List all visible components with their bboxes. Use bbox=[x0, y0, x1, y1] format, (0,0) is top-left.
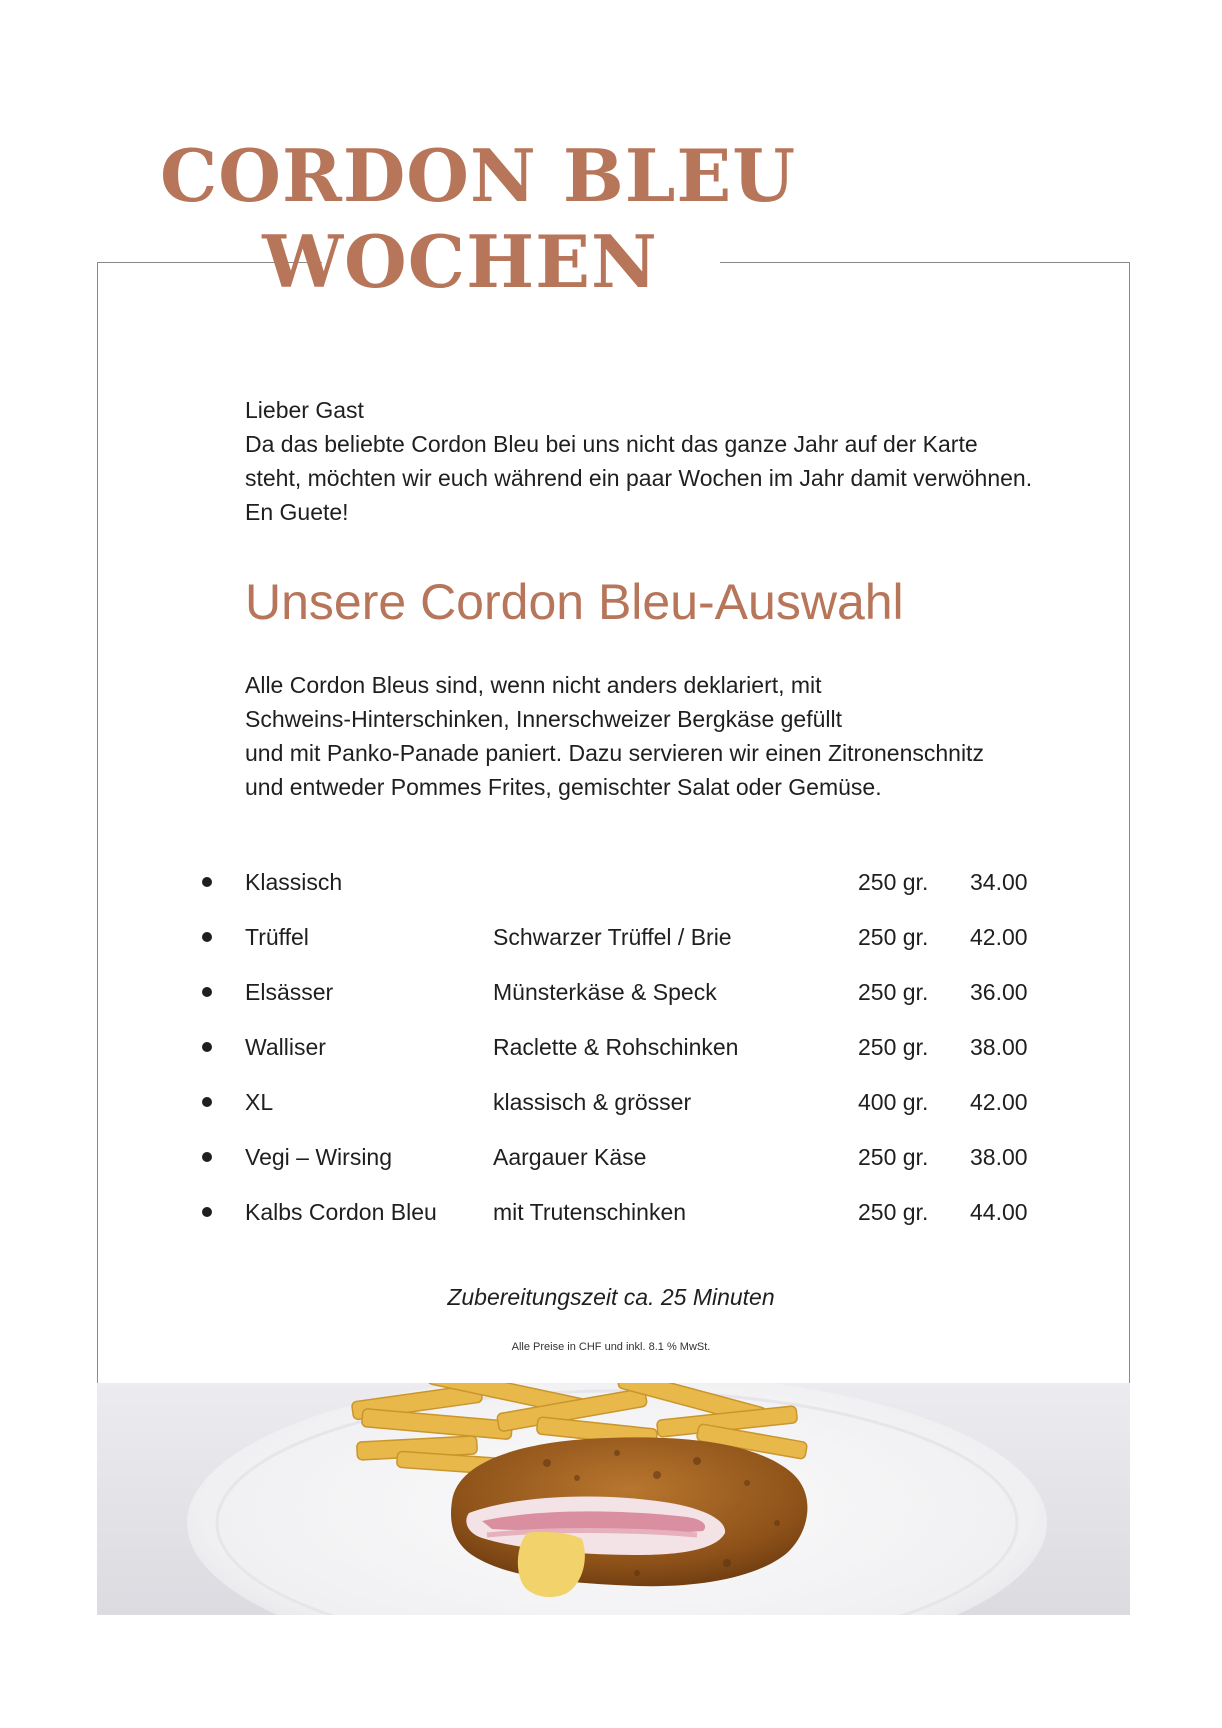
item-price: 44.00 bbox=[970, 1199, 1028, 1225]
item-weight: 400 gr. bbox=[858, 1089, 929, 1115]
greeting: Lieber Gast bbox=[245, 397, 364, 423]
item-weight: 250 gr. bbox=[858, 869, 929, 895]
item-detail: mit Trutenschinken bbox=[493, 1199, 687, 1225]
description-line: Alle Cordon Bleus sind, wenn nicht anders deklariert, mit bbox=[245, 672, 822, 698]
item-detail: Raclette & Rohschinken bbox=[493, 1034, 739, 1060]
bullet-icon bbox=[202, 1207, 212, 1217]
item-detail: Schwarzer Trüffel / Brie bbox=[493, 924, 732, 950]
bullet-icon bbox=[202, 877, 212, 887]
item-detail: Aargauer Käse bbox=[493, 1144, 647, 1170]
item-price: 36.00 bbox=[970, 979, 1028, 1005]
item-weight: 250 gr. bbox=[858, 1199, 929, 1225]
section-description bbox=[245, 668, 1125, 804]
menu-item bbox=[0, 1082, 1222, 1122]
intro-text bbox=[245, 393, 1125, 529]
item-price: 34.00 bbox=[970, 869, 1028, 895]
bullet-icon bbox=[202, 932, 212, 942]
bullet-icon bbox=[202, 1042, 212, 1052]
vat-note: Alle Preise in CHF und inkl. 8.1 % MwSt. bbox=[511, 1341, 711, 1353]
item-name: Vegi – Wirsing bbox=[245, 1144, 393, 1170]
description-line: Schweins-Hinterschinken, Innerschweizer Bergkäse gefüllt bbox=[245, 706, 843, 732]
section-title: Unsere Cordon Bleu-Auswahl bbox=[245, 574, 904, 630]
item-weight: 250 gr. bbox=[858, 979, 929, 1005]
description-line: und entweder Pommes Frites, gemischter Salat oder Gemüse. bbox=[245, 774, 882, 800]
page-title-line1: CORDON BLEU bbox=[160, 133, 797, 218]
prep-time: Zubereitungszeit ca. 25 Minuten bbox=[447, 1284, 775, 1310]
menu-item bbox=[0, 917, 1222, 957]
item-price: 38.00 bbox=[970, 1144, 1028, 1170]
bullet-icon bbox=[202, 1097, 212, 1107]
intro-line: steht, möchten wir euch während ein paar Wochen im Jahr damit verwöhnen. bbox=[245, 465, 1033, 491]
item-weight: 250 gr. bbox=[858, 924, 929, 950]
food-photo bbox=[97, 1383, 1130, 1615]
item-detail: Münsterkäse & Speck bbox=[493, 979, 717, 1005]
page-title-line2: WOCHEN bbox=[262, 219, 658, 304]
item-name: XL bbox=[245, 1089, 274, 1115]
item-detail: klassisch & grösser bbox=[493, 1089, 692, 1115]
menu-item bbox=[0, 1137, 1222, 1177]
menu-item bbox=[0, 1027, 1222, 1067]
menu-item bbox=[0, 1192, 1222, 1232]
item-price: 42.00 bbox=[970, 924, 1028, 950]
intro-line: En Guete! bbox=[245, 499, 349, 525]
menu-item bbox=[0, 862, 1222, 902]
intro-line: Da das beliebte Cordon Bleu bei uns nicht das ganze Jahr auf der Karte bbox=[245, 431, 978, 457]
food-photo-illustration bbox=[97, 1383, 1130, 1615]
item-name: Kalbs Cordon Bleu bbox=[245, 1199, 437, 1225]
item-weight: 250 gr. bbox=[858, 1034, 929, 1060]
item-price: 38.00 bbox=[970, 1034, 1028, 1060]
bullet-icon bbox=[202, 1152, 212, 1162]
item-name: Klassisch bbox=[245, 869, 343, 895]
item-price: 42.00 bbox=[970, 1089, 1028, 1115]
item-weight: 250 gr. bbox=[858, 1144, 929, 1170]
item-name: Walliser bbox=[245, 1034, 326, 1060]
bullet-icon bbox=[202, 987, 212, 997]
item-name: Elsässer bbox=[245, 979, 334, 1005]
item-name: Trüffel bbox=[245, 924, 309, 950]
menu-item bbox=[0, 972, 1222, 1012]
description-line: und mit Panko-Panade paniert. Dazu servieren wir einen Zitronenschnitz bbox=[245, 740, 984, 766]
